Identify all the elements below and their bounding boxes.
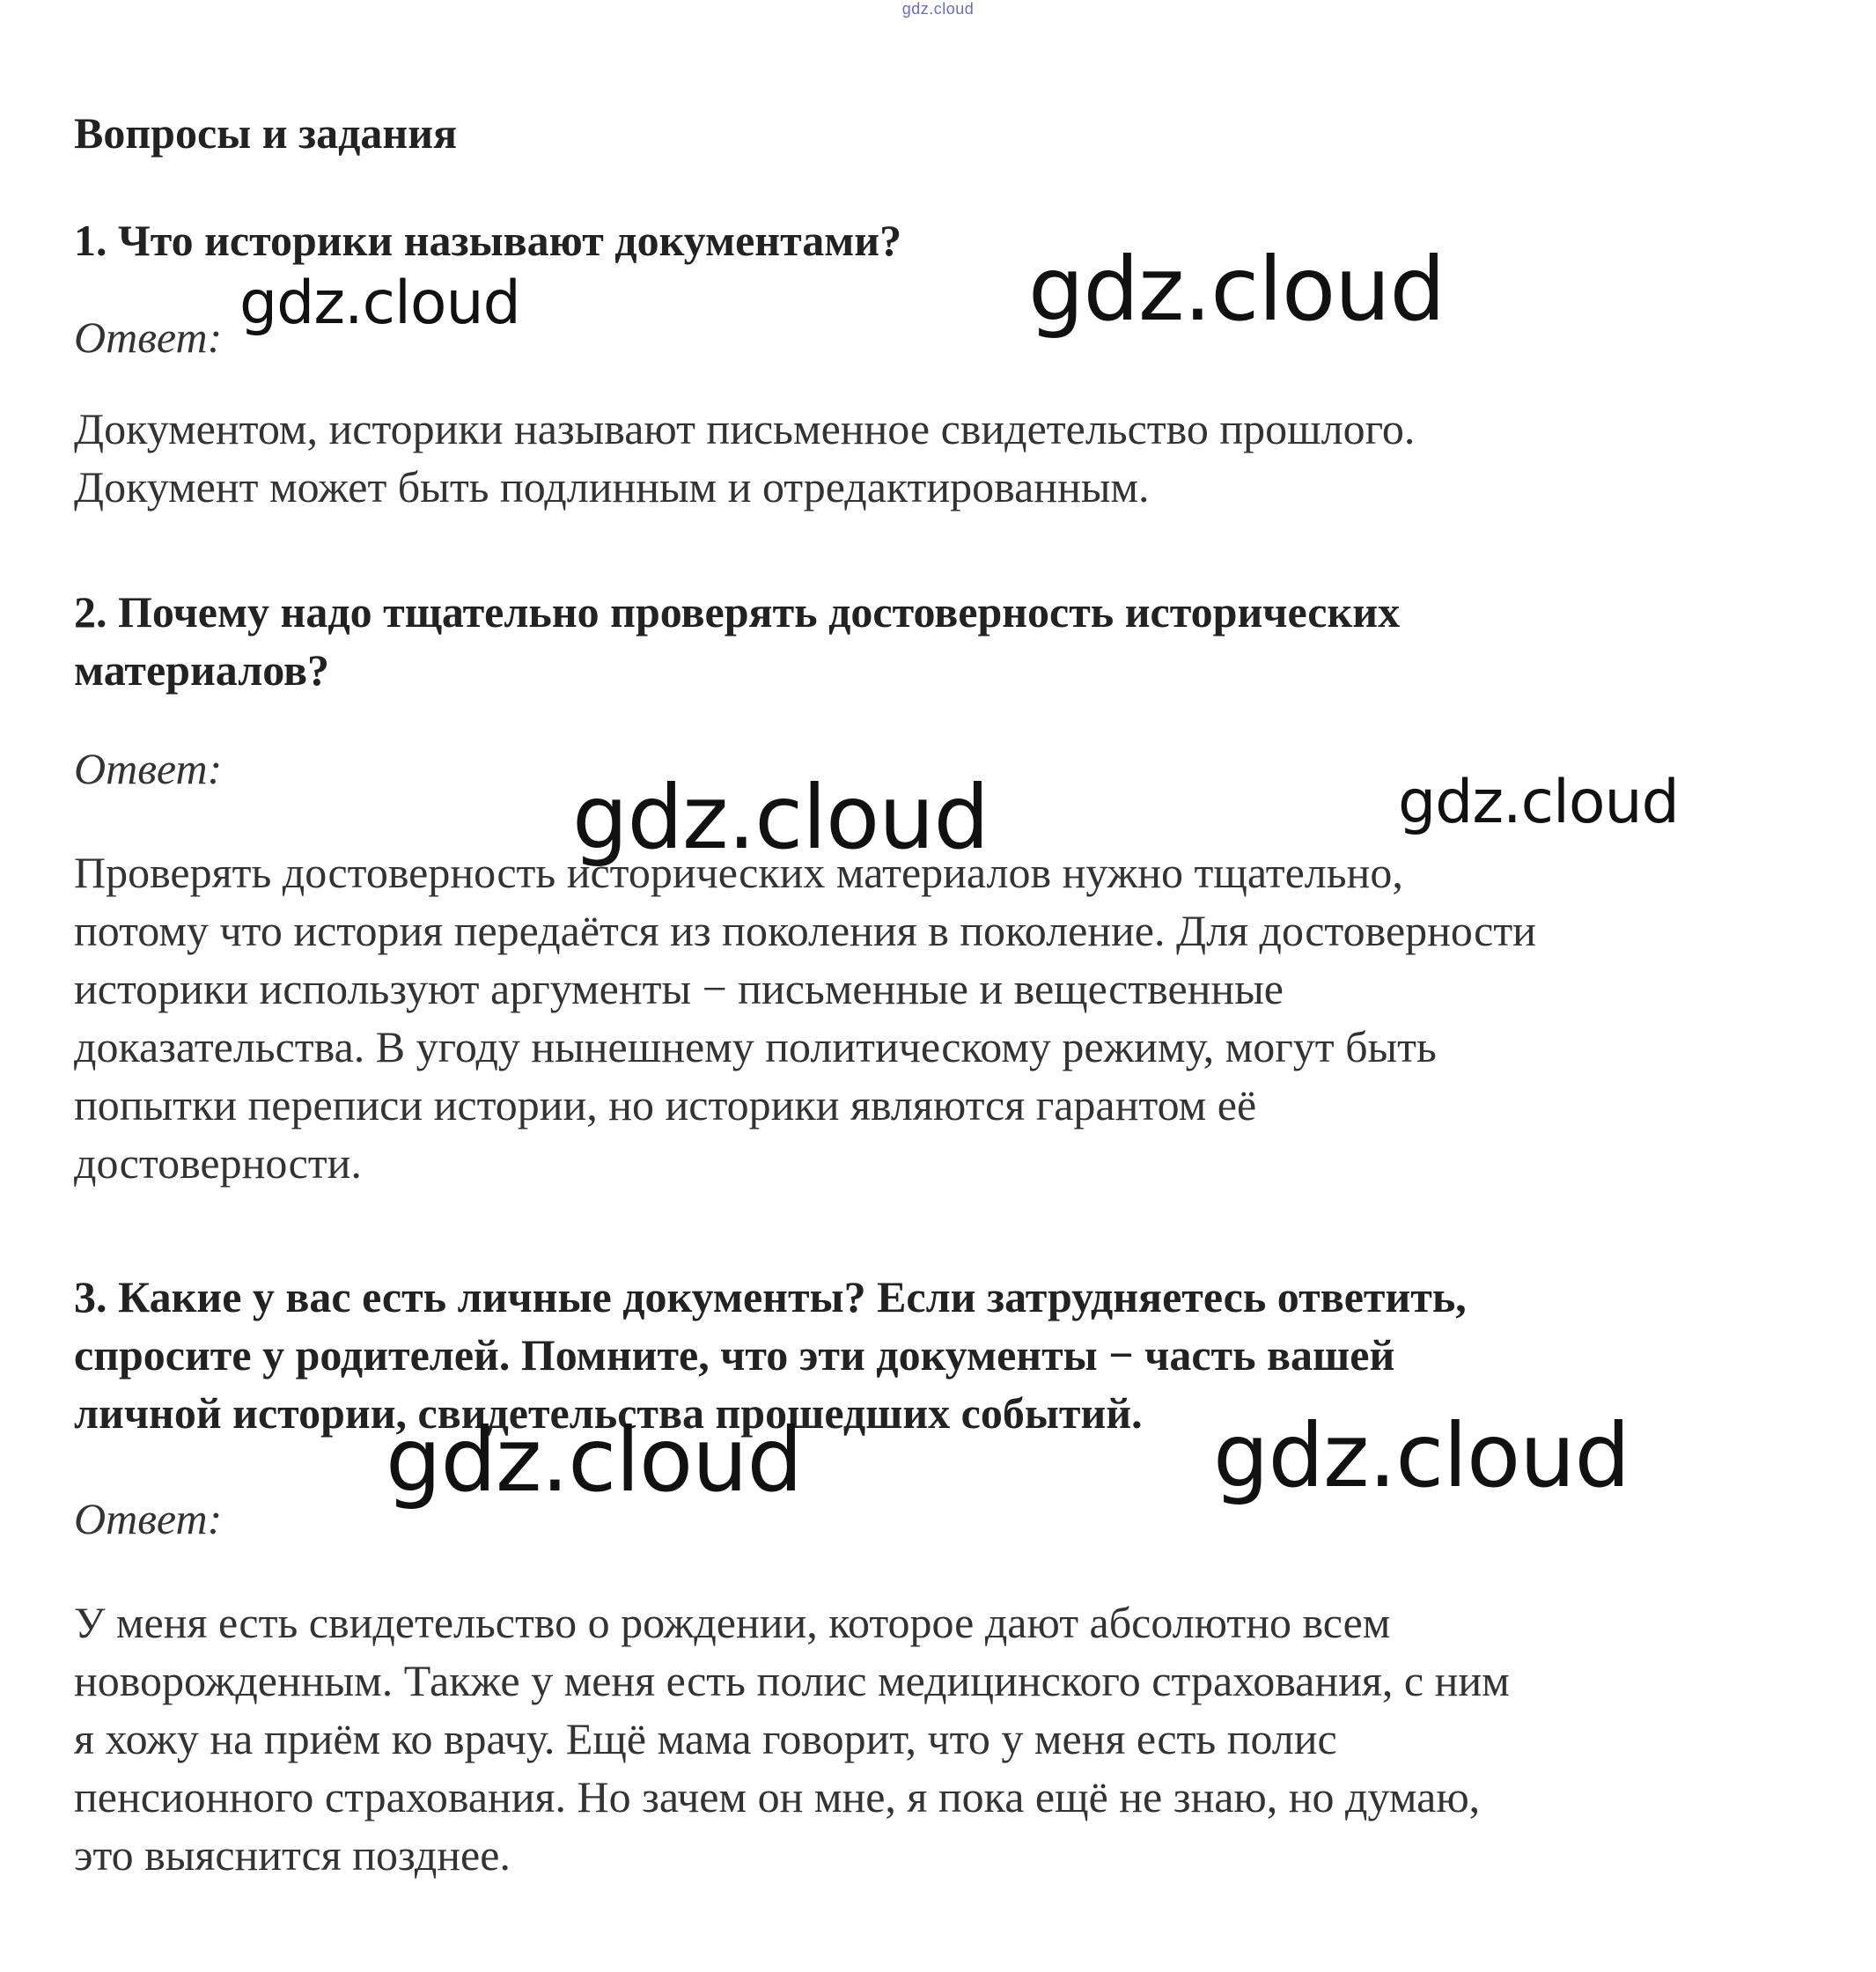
question-2-line-2: материалов? bbox=[74, 645, 330, 695]
question-3-line-3: личной истории, свидетельства прошедших событий. bbox=[74, 1388, 1143, 1438]
answer-label-2: Ответ: bbox=[74, 744, 223, 793]
answer-2-line-4: доказательства. В угоду нынешнему политическому режиму, могут быть bbox=[74, 1022, 1437, 1071]
watermark-1: gdz.cloud bbox=[239, 269, 520, 338]
watermark-3: gdz.cloud bbox=[572, 766, 989, 869]
answer-1-line-2: Документ может быть подлинным и отредактированным. bbox=[74, 462, 1150, 511]
answer-1-line-1: Документом, историки называют письменное свидетельство прошлого. bbox=[74, 404, 1416, 453]
document-page bbox=[74, 104, 1817, 1884]
site-mark: gdz.cloud bbox=[901, 0, 975, 18]
answer-3-line-5: это выяснится позднее. bbox=[74, 1830, 511, 1880]
answer-3-line-1: У меня есть свидетельство о рождении, которое дают абсолютно всем bbox=[74, 1598, 1391, 1647]
question-1: 1. Что историки называют документами? bbox=[74, 216, 902, 265]
watermark-6: gdz.cloud bbox=[1213, 1404, 1630, 1507]
question-3-line-1: 3. Какие у вас есть личные документы? Если затрудняетесь ответить, bbox=[74, 1272, 1467, 1321]
page-title: Вопросы и задания bbox=[74, 108, 458, 158]
answer-3-line-4: пенсионного страхования. Но зачем он мне, я пока ещё не знаю, но думаю, bbox=[74, 1772, 1481, 1821]
answer-2-line-5: попытки переписи истории, но историки являются гарантом её bbox=[74, 1080, 1257, 1129]
answer-3-line-2: новорожденным. Также у меня есть полис медицинского страхования, с ним bbox=[74, 1656, 1510, 1705]
answer-2-line-2: потому что история передаётся из поколения в поколение. Для достоверности bbox=[74, 906, 1536, 955]
answer-label-3: Ответ: bbox=[74, 1494, 223, 1543]
answer-label-1: Ответ: bbox=[74, 313, 223, 362]
watermark-4: gdz.cloud bbox=[1398, 768, 1679, 837]
watermark-5: gdz.cloud bbox=[386, 1409, 803, 1512]
answer-2-line-1: Проверять достоверность исторических материалов нужно тщательно, bbox=[74, 848, 1403, 897]
answer-2-line-3: историки используют аргументы − письменные и вещественные bbox=[74, 964, 1284, 1013]
watermark-2: gdz.cloud bbox=[1028, 238, 1446, 341]
question-2-line-1: 2. Почему надо тщательно проверять достоверность исторических bbox=[74, 587, 1401, 636]
answer-3-line-3: я хожу на приём ко врачу. Ещё мама говорит, что у меня есть полис bbox=[74, 1714, 1337, 1763]
question-3-line-2: спросите у родителей. Помните, что эти документы − часть вашей bbox=[74, 1330, 1395, 1380]
answer-2-line-6: достоверности. bbox=[74, 1138, 362, 1188]
